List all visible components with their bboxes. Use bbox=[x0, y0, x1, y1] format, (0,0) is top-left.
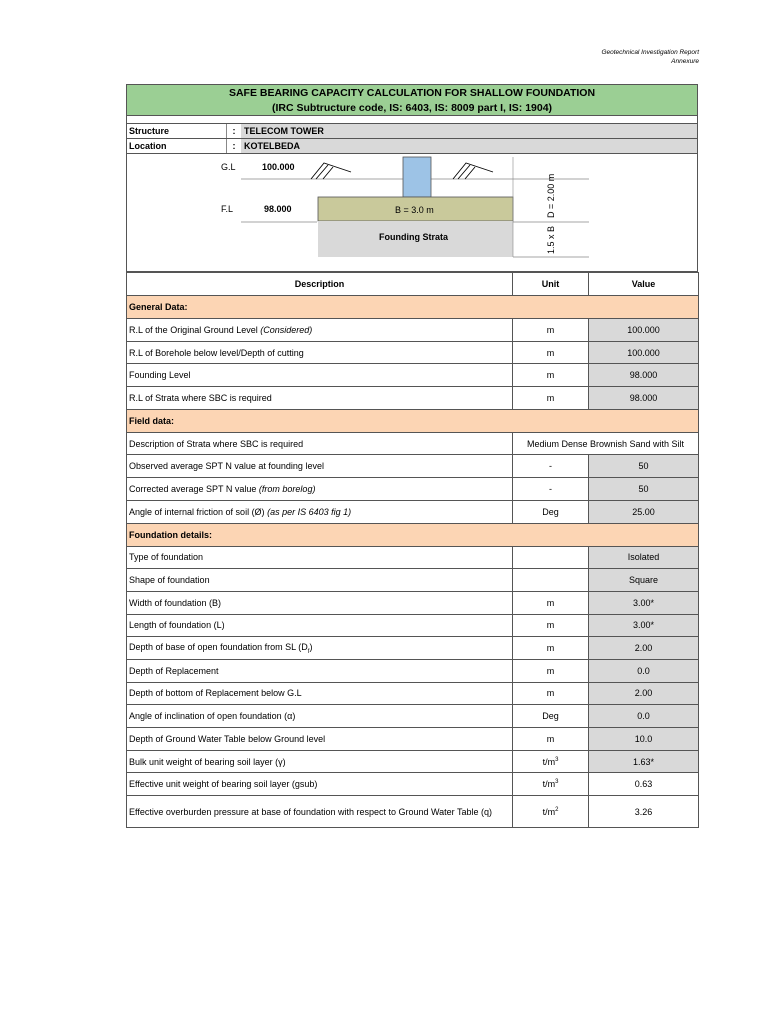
table-row bbox=[127, 591, 699, 614]
unit-text: m bbox=[546, 665, 555, 676]
row-description bbox=[127, 364, 513, 387]
description-text: Angle of inclination of open foundation (α) bbox=[129, 711, 296, 722]
depth-label: D = 2.00 m bbox=[546, 173, 556, 218]
row-value: 25.00 bbox=[589, 500, 699, 523]
table-row bbox=[127, 682, 699, 705]
strata-label: Founding Strata bbox=[379, 232, 448, 242]
description-text: Description of Strata where SBC is required bbox=[129, 438, 304, 449]
gl-label: G.L bbox=[221, 162, 236, 172]
report-header bbox=[601, 48, 699, 66]
report-title: Geotechnical Investigation Report bbox=[601, 49, 699, 56]
description-subscript: f bbox=[307, 648, 310, 655]
fl-label: F.L bbox=[221, 204, 234, 214]
sbc-table bbox=[126, 272, 699, 828]
row-description bbox=[127, 750, 513, 773]
description-text: Width of foundation (B) bbox=[129, 597, 222, 608]
annexure-label: Annexure bbox=[671, 58, 699, 65]
description-note: (as per IS 6403 fig 1) bbox=[267, 506, 352, 517]
table-row bbox=[127, 728, 699, 751]
description-text: R.L of Borehole below level/Depth of cutting bbox=[129, 347, 304, 358]
row-description bbox=[127, 591, 513, 614]
row-description bbox=[127, 569, 513, 592]
table-row bbox=[127, 569, 699, 592]
table-row bbox=[127, 614, 699, 637]
description-tail: ) bbox=[309, 641, 313, 652]
table-row bbox=[127, 319, 699, 342]
table-row bbox=[127, 546, 699, 569]
description-text: Depth of Ground Water Table below Ground level bbox=[129, 733, 326, 744]
unit-text: - bbox=[549, 483, 552, 494]
row-unit bbox=[513, 659, 589, 682]
row-value: 0.63 bbox=[589, 773, 699, 796]
unit-text: m bbox=[546, 324, 555, 335]
row-value: 3.00* bbox=[589, 614, 699, 637]
description-text: Founding Level bbox=[129, 370, 191, 381]
row-value: Medium Dense Brownish Sand with Silt bbox=[513, 432, 699, 455]
unit-text: m bbox=[546, 643, 555, 654]
structure-sep: : bbox=[232, 126, 236, 136]
strata-depth-label: 1.5 x B bbox=[546, 225, 556, 254]
location-row bbox=[126, 139, 698, 154]
header-unit: Unit bbox=[513, 273, 589, 296]
row-description bbox=[127, 659, 513, 682]
row-unit bbox=[513, 455, 589, 478]
row-unit bbox=[513, 387, 589, 410]
row-description bbox=[127, 387, 513, 410]
table-row bbox=[127, 637, 699, 660]
table-row bbox=[127, 341, 699, 364]
row-value: 50 bbox=[589, 478, 699, 501]
description-text: Shape of foundation bbox=[129, 575, 210, 586]
table-row bbox=[127, 773, 699, 796]
table-row bbox=[127, 750, 699, 773]
description-text: Depth of base of open foundation from SL (D bbox=[129, 641, 308, 652]
section-title: General Data: bbox=[127, 296, 699, 319]
table-row bbox=[127, 478, 699, 501]
row-value: 0.0 bbox=[589, 659, 699, 682]
location-value: KOTELBEDA bbox=[241, 139, 697, 153]
unit-text: Deg bbox=[542, 711, 559, 722]
title-line-1: SAFE BEARING CAPACITY CALCULATION FOR SHALLOW FOUNDATION bbox=[228, 87, 596, 99]
unit-text: t/m bbox=[542, 756, 556, 767]
row-description bbox=[127, 682, 513, 705]
row-unit bbox=[513, 591, 589, 614]
location-sep: : bbox=[232, 141, 236, 151]
row-unit bbox=[513, 773, 589, 796]
row-unit bbox=[513, 364, 589, 387]
table-row bbox=[127, 796, 699, 828]
section-header bbox=[127, 296, 699, 319]
header-value: Value bbox=[589, 273, 699, 296]
row-description bbox=[127, 773, 513, 796]
table-row bbox=[127, 705, 699, 728]
description-text: Length of foundation (L) bbox=[129, 620, 225, 631]
row-unit bbox=[513, 546, 589, 569]
description-text: Effective overburden pressure at base of foundation with respect to Ground Water Table (q) bbox=[129, 806, 493, 817]
unit-superscript: 3 bbox=[555, 756, 559, 763]
title-line-2: (IRC Subtructure code, IS: 6403, IS: 8009 part I, IS: 1904) bbox=[271, 102, 553, 114]
unit-superscript: 3 bbox=[555, 779, 559, 786]
row-description bbox=[127, 705, 513, 728]
row-value: 3.26 bbox=[589, 796, 699, 828]
row-description bbox=[127, 432, 513, 455]
unit-text: m bbox=[546, 688, 555, 699]
row-unit bbox=[513, 637, 589, 660]
table-row bbox=[127, 432, 699, 455]
row-value: 3.00* bbox=[589, 591, 699, 614]
unit-text: m bbox=[546, 392, 555, 403]
description-text: Type of foundation bbox=[129, 552, 204, 563]
section-title: Foundation details: bbox=[127, 523, 699, 546]
ground-hatch-right bbox=[453, 163, 493, 179]
section-header bbox=[127, 523, 699, 546]
location-key: Location bbox=[127, 139, 227, 153]
row-description bbox=[127, 637, 513, 660]
unit-text: t/m bbox=[542, 779, 556, 790]
gl-value: 100.000 bbox=[262, 162, 295, 172]
description-text: Depth of Replacement bbox=[129, 665, 219, 676]
unit-superscript: 2 bbox=[555, 806, 559, 813]
unit-text: m bbox=[546, 597, 555, 608]
unit-text: Deg bbox=[542, 506, 559, 517]
row-value: 100.000 bbox=[589, 341, 699, 364]
row-description bbox=[127, 546, 513, 569]
unit-text: - bbox=[549, 461, 552, 472]
row-unit bbox=[513, 478, 589, 501]
unit-text: m bbox=[546, 620, 555, 631]
header-description: Description bbox=[127, 273, 513, 296]
table-header bbox=[127, 273, 699, 296]
spacer-row bbox=[126, 116, 698, 124]
row-unit bbox=[513, 750, 589, 773]
row-unit bbox=[513, 569, 589, 592]
row-description bbox=[127, 341, 513, 364]
row-value: 0.0 bbox=[589, 705, 699, 728]
row-unit bbox=[513, 500, 589, 523]
unit-text: m bbox=[546, 347, 555, 358]
structure-value: TELECOM TOWER bbox=[241, 124, 697, 138]
row-description bbox=[127, 478, 513, 501]
structure-key: Structure bbox=[127, 124, 227, 138]
sheet-title bbox=[126, 84, 698, 116]
section-title: Field data: bbox=[127, 409, 699, 432]
row-value: 10.0 bbox=[589, 728, 699, 751]
table-row bbox=[127, 500, 699, 523]
description-note: (from borelog) bbox=[258, 483, 316, 494]
row-value: 1.63* bbox=[589, 750, 699, 773]
row-unit bbox=[513, 341, 589, 364]
column-shape bbox=[403, 157, 431, 197]
table-row bbox=[127, 455, 699, 478]
description-text: Corrected average SPT N value bbox=[129, 483, 257, 494]
fl-value: 98.000 bbox=[264, 204, 292, 214]
row-unit bbox=[513, 705, 589, 728]
description-text: R.L of Strata where SBC is required bbox=[129, 392, 272, 403]
row-unit bbox=[513, 614, 589, 637]
structure-row bbox=[126, 124, 698, 139]
row-value: 2.00 bbox=[589, 682, 699, 705]
section-header bbox=[127, 409, 699, 432]
row-description bbox=[127, 728, 513, 751]
width-label: B = 3.0 m bbox=[395, 205, 434, 215]
ground-hatch-left bbox=[311, 163, 351, 179]
row-value: 98.000 bbox=[589, 364, 699, 387]
row-description bbox=[127, 319, 513, 342]
description-text: Effective unit weight of bearing soil layer (gsub) bbox=[129, 779, 318, 790]
row-value: Square bbox=[589, 569, 699, 592]
table-row bbox=[127, 659, 699, 682]
row-description bbox=[127, 500, 513, 523]
row-description bbox=[127, 455, 513, 478]
row-unit bbox=[513, 682, 589, 705]
row-description bbox=[127, 796, 513, 828]
row-value: 2.00 bbox=[589, 637, 699, 660]
description-text: Bulk unit weight of bearing soil layer (γ) bbox=[129, 756, 286, 767]
row-description bbox=[127, 614, 513, 637]
calculation-sheet bbox=[126, 84, 698, 828]
unit-text: m bbox=[546, 370, 555, 381]
row-value: 50 bbox=[589, 455, 699, 478]
row-unit bbox=[513, 728, 589, 751]
row-unit bbox=[513, 796, 589, 828]
description-text: Observed average SPT N value at founding level bbox=[129, 461, 324, 472]
description-text: Angle of internal friction of soil (Ø) bbox=[129, 506, 265, 517]
description-text: Depth of bottom of Replacement below G.L bbox=[129, 688, 302, 699]
description-note: (Considered) bbox=[260, 324, 313, 335]
table-row bbox=[127, 387, 699, 410]
row-value: 98.000 bbox=[589, 387, 699, 410]
unit-text: m bbox=[546, 733, 555, 744]
description-text: R.L of the Original Ground Level bbox=[129, 324, 258, 335]
row-value: 100.000 bbox=[589, 319, 699, 342]
foundation-sketch bbox=[126, 154, 698, 272]
row-value: Isolated bbox=[589, 546, 699, 569]
row-unit bbox=[513, 319, 589, 342]
unit-text: t/m bbox=[542, 806, 556, 817]
table-row bbox=[127, 364, 699, 387]
